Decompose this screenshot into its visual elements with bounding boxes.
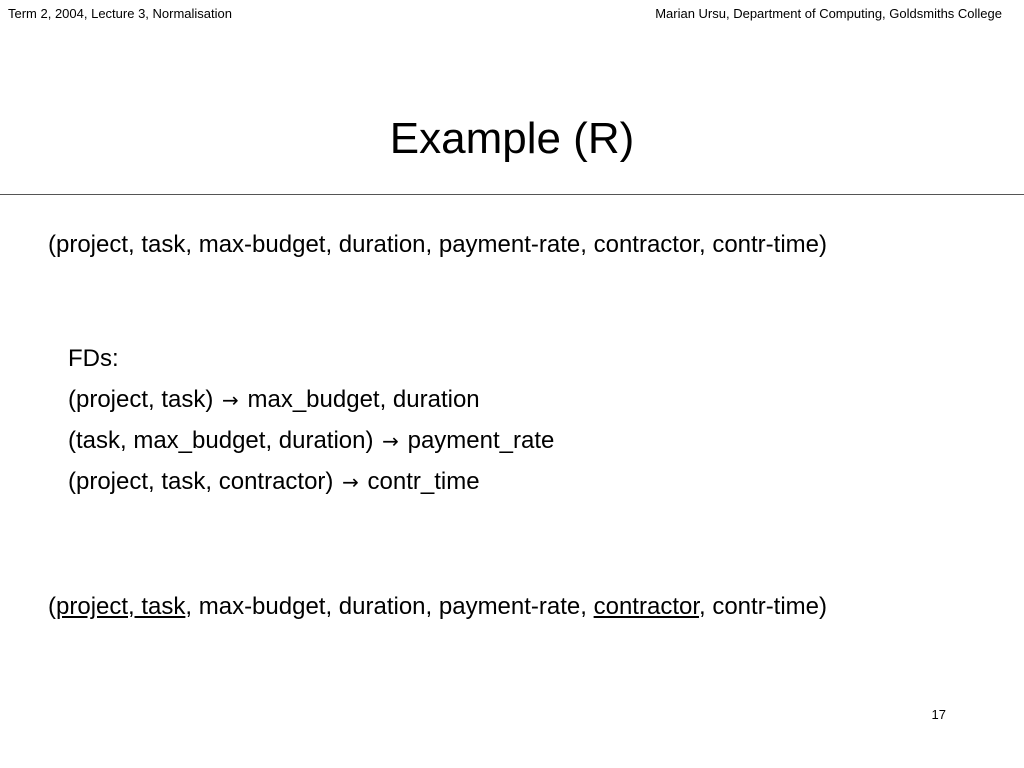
fd-lhs: (project, task): [68, 386, 214, 413]
slide-title: Example (R): [389, 114, 635, 163]
header-author-info: Marian Ursu, Department of Computing, Goldsmiths College: [655, 6, 1002, 21]
fd-rhs: contr_time: [367, 468, 480, 495]
fd-rhs: max_budget, duration: [247, 386, 480, 413]
header-course-info: Term 2, 2004, Lecture 3, Normalisation: [8, 6, 232, 21]
title-divider: [0, 194, 1024, 195]
fd-list: [68, 344, 554, 508]
arrow-right-icon: →: [342, 470, 359, 494]
keyed-relation-open: (: [48, 593, 56, 620]
fd-item: [68, 385, 554, 426]
arrow-right-icon: →: [222, 388, 239, 412]
page-number: 17: [931, 707, 946, 722]
keyed-relation-middle: , max-budget, duration, payment-rate,: [185, 593, 594, 620]
primary-key-contractor: contractor: [593, 593, 699, 620]
fd-lhs: (task, max_budget, duration): [68, 427, 374, 454]
arrow-right-icon: →: [382, 429, 399, 453]
relation-schema: (project, task, max-budget, duration, payment-rate, contractor, contr-time): [48, 231, 827, 258]
keyed-relation-close: , contr-time): [699, 593, 828, 620]
fd-item: [68, 467, 554, 508]
fd-heading: FDs:: [68, 345, 119, 372]
keyed-relation-schema: [48, 592, 827, 622]
primary-key-project-task: project, task: [56, 593, 186, 620]
fd-rhs: payment_rate: [407, 427, 555, 454]
fd-item: [68, 426, 554, 467]
fd-lhs: (project, task, contractor): [68, 468, 334, 495]
